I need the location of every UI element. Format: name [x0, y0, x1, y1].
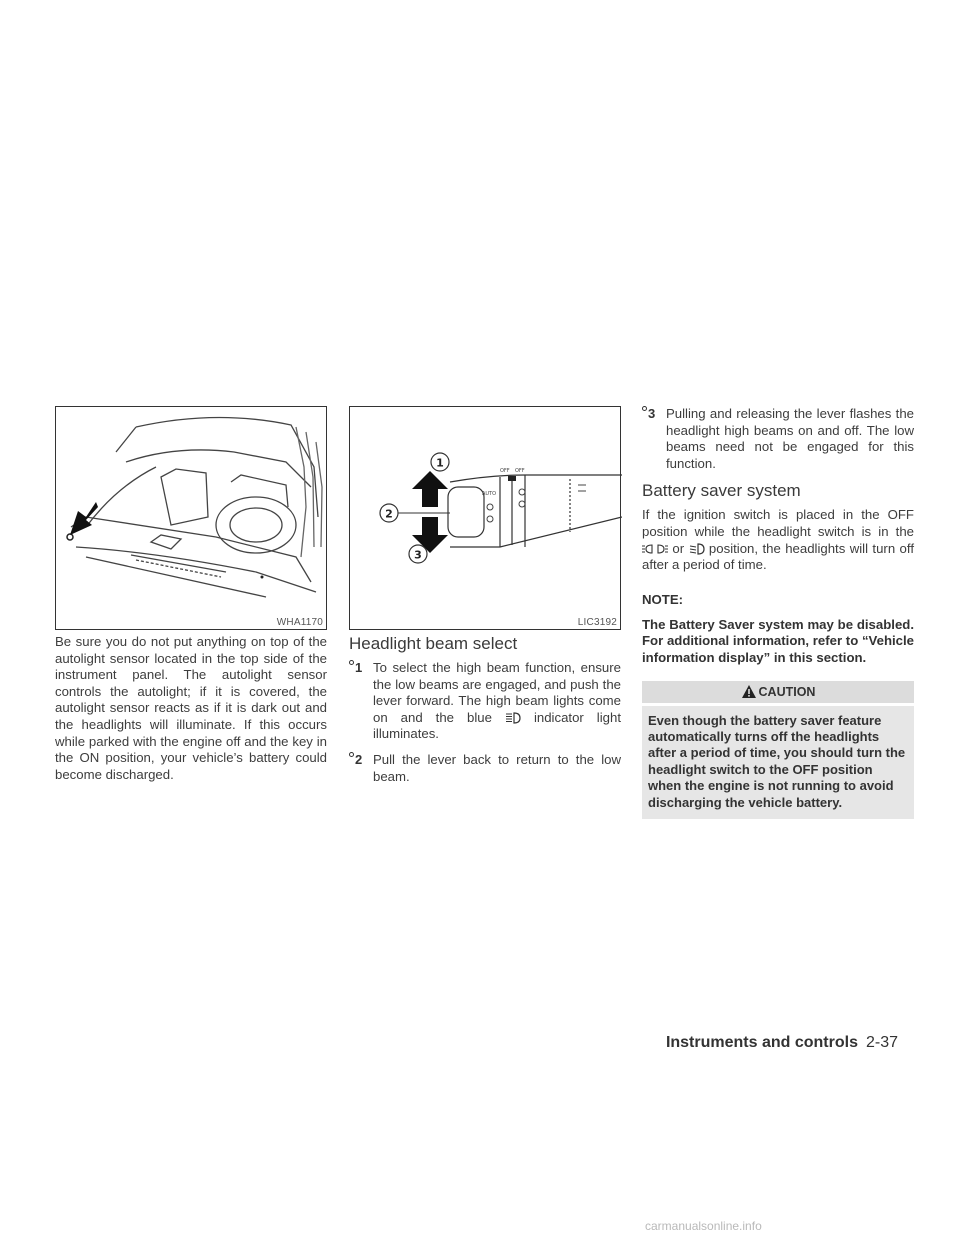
parking-light-icon — [642, 543, 668, 555]
caution-text: Even though the battery saver feature automatically turns off the headlights after a period of time, you should turn the headlight switch to the OFF position when the engine is not running to avoid discharging the vehicle battery. — [642, 706, 914, 819]
callout-1: 1 — [436, 456, 444, 470]
page-footer — [666, 1034, 898, 1052]
dashboard-illustration — [56, 407, 328, 631]
item-text-part: To select the high beam function, ensure the low beams are engaged, and push the lever forward. The high beam lights come on and the blue — [373, 660, 621, 725]
section-heading-battery-saver: Battery saver system — [642, 481, 801, 501]
caution-header — [642, 681, 914, 704]
arrow-up-icon — [412, 471, 448, 507]
callout-3: 3 — [414, 548, 422, 562]
high-beam-indicator-icon — [505, 712, 521, 724]
item-text: Pulling and releasing the lever flashes the headlight high beams on and off. The low beams need not be engaged for this function. — [666, 406, 914, 471]
callout-2: 2 — [385, 507, 393, 521]
item-number: 1 — [349, 660, 362, 675]
battery-saver-paragraph — [642, 507, 914, 573]
section-heading-beam-select: Headlight beam select — [349, 634, 518, 653]
page-number: 2-37 — [865, 1034, 898, 1051]
watermark: carmanualsonline.info — [645, 1219, 762, 1233]
list-item-1 — [349, 660, 621, 743]
list-item-2 — [349, 752, 621, 785]
headlight-lever-figure — [349, 406, 621, 630]
auto-label: AUTO — [482, 491, 497, 497]
item-text — [373, 660, 621, 743]
para-part: If the ignition switch is placed in the OFF position while the headlight switch is in the — [642, 507, 914, 539]
para-part: position, the headlights will turn off after a period of time. — [642, 540, 914, 573]
warning-icon — [741, 684, 757, 699]
off-label-1: OFF — [500, 468, 510, 474]
column-left — [55, 406, 327, 783]
lever-illustration — [350, 407, 622, 631]
headlight-icon — [689, 543, 705, 555]
item-number: 2 — [349, 752, 362, 767]
footer-section-title: Instruments and controls — [665, 1034, 858, 1051]
autolight-sensor-figure — [55, 406, 327, 630]
list-item-3 — [642, 406, 914, 472]
para-part: or — [668, 540, 689, 556]
item-text: Pull the lever back to return to the low beam. — [373, 751, 621, 784]
item-number: 3 — [642, 406, 655, 421]
note-label: NOTE: — [642, 591, 684, 607]
column-right — [642, 406, 914, 819]
figure-code: LIC3192 — [577, 617, 617, 628]
note-text: The Battery Saver system may be disabled. For additional information, refer to “Vehicle information display” in this section. — [642, 616, 914, 665]
autolight-paragraph: Be sure you do not put anything on top of the autolight sensor located in the top side of the instrument panel. The autolight sensor controls the autolight; if it is covered, the autolight sensor reacts as if it is dark out and the headlights will illuminate. If this occurs while parked with the engine off and the key in the ON position, your vehicle’s battery could become discharged. — [55, 634, 327, 782]
column-middle — [349, 406, 621, 794]
off-label-2: OFF — [515, 468, 525, 474]
item-text-part: indicator light illuminates. — [373, 709, 621, 742]
caution-title: CAUTION — [758, 684, 816, 699]
figure-code: WHA1170 — [276, 617, 323, 628]
